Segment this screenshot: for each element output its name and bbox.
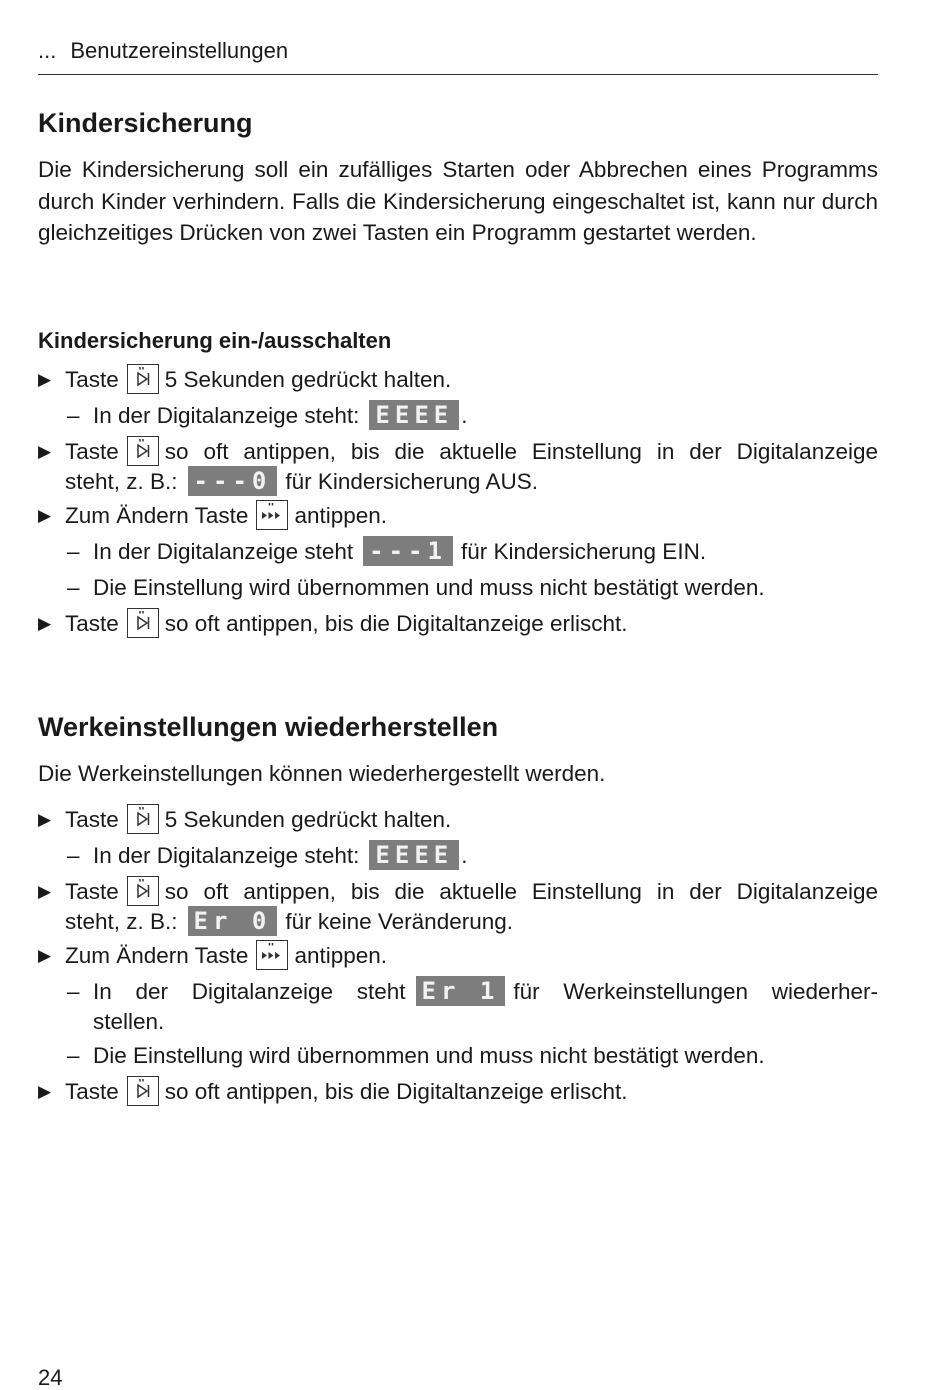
start-skip-icon xyxy=(127,876,159,906)
sub-item xyxy=(38,1038,878,1074)
digital-display: Er 1 xyxy=(416,976,506,1006)
sub-item xyxy=(38,838,878,874)
step-text: 5 Sekunden gedrückt halten. xyxy=(164,367,452,392)
sub-text: . xyxy=(461,843,468,868)
sub-item xyxy=(38,974,878,1010)
step-item xyxy=(38,362,878,398)
step-text: Taste xyxy=(65,879,119,904)
sub-text: In der Digitalanzeige steht xyxy=(93,539,354,565)
step-text: Taste xyxy=(65,611,119,637)
step-text: für Kindersicherung AUS. xyxy=(285,469,538,494)
sub-text: Die Einstellung wird übernommen und muss nicht bestätigt werden. xyxy=(93,1043,765,1069)
step-item xyxy=(38,938,878,974)
step-text: für keine Veränderung. xyxy=(285,909,514,934)
section-intro-werkeinstellungen: Die Werkeinstellungen können wiederhergestellt werden. xyxy=(38,761,606,786)
dash-marker: – xyxy=(67,575,80,601)
step-arrow-icon: ▶ xyxy=(38,442,52,461)
section-title-kindersicherung: Kindersicherung xyxy=(38,108,253,138)
dash-marker: – xyxy=(67,843,80,868)
start-skip-icon xyxy=(127,364,159,394)
step-item xyxy=(38,498,878,534)
header-ellipsis: ... xyxy=(38,38,57,63)
sub-text: In der Digitalanzeige steht: xyxy=(93,843,360,868)
section-intro-kindersicherung: Die Kindersicherung soll ein zufälliges Starten oder Abbrechen eines Programms durch Kinder verhindern. Falls die Kindersicherung eingeschaltet ist, kann nur durch gleichzeitiges Drücken von zwei Tasten ein Programm gestartet werden. xyxy=(38,157,878,245)
start-skip-icon xyxy=(127,608,159,638)
step-text: Taste xyxy=(65,367,119,392)
start-skip-icon xyxy=(127,436,159,466)
sub-text: für Werkeinstellungen wiederher- xyxy=(513,979,879,1005)
sub-item xyxy=(38,534,878,570)
digital-display: ---0 xyxy=(188,466,278,496)
instruction-list-werkeinstellungen xyxy=(38,802,878,1110)
step-text: Taste xyxy=(65,1079,119,1105)
step-text: antippen. xyxy=(294,503,388,529)
instruction-list-kindersicherung xyxy=(38,362,878,642)
dash-marker: – xyxy=(67,403,80,428)
step-text: so oft antippen, bis die aktuelle Einstellung in der Digitalanzeige xyxy=(164,879,878,904)
step-text: so oft antippen, bis die aktuelle Einstellung in der Digitalanzeige xyxy=(164,439,878,464)
step-arrow-icon: ▶ xyxy=(38,882,52,901)
step-item xyxy=(38,802,878,838)
fast-forward-icon xyxy=(256,500,288,530)
step-text: so oft antippen, bis die Digitaltanzeige erlischt. xyxy=(164,1079,628,1105)
sub-item xyxy=(38,398,878,434)
sub-text: . xyxy=(461,403,468,428)
step-text: Taste xyxy=(65,439,119,464)
header-section-title: Benutzereinstellungen xyxy=(70,38,289,63)
dash-marker: – xyxy=(67,979,80,1005)
running-header xyxy=(38,37,878,75)
step-arrow-icon: ▶ xyxy=(38,506,52,526)
step-continuation xyxy=(38,466,878,498)
sub-continuation xyxy=(38,1006,878,1038)
step-text: 5 Sekunden gedrückt halten. xyxy=(164,807,452,832)
dash-marker: – xyxy=(67,1043,80,1069)
step-arrow-icon: ▶ xyxy=(38,946,52,966)
step-item xyxy=(38,1074,878,1110)
digital-display: EEEE xyxy=(369,400,459,430)
sub-item xyxy=(38,570,878,606)
step-item xyxy=(38,434,878,470)
step-arrow-icon: ▶ xyxy=(38,1082,52,1102)
step-continuation xyxy=(38,906,878,938)
page-number: 24 xyxy=(38,1365,63,1390)
sub-text: In der Digitalanzeige steht xyxy=(93,979,406,1005)
step-text: so oft antippen, bis die Digitaltanzeige erlischt. xyxy=(164,611,628,637)
step-text: antippen. xyxy=(294,943,388,969)
start-skip-icon xyxy=(127,804,159,834)
sub-text: In der Digitalanzeige steht: xyxy=(93,403,360,428)
step-arrow-icon: ▶ xyxy=(38,614,52,634)
step-arrow-icon: ▶ xyxy=(38,370,52,389)
fast-forward-icon xyxy=(256,940,288,970)
digital-display: Er 0 xyxy=(188,906,278,936)
step-text: Zum Ändern Taste xyxy=(65,943,249,969)
step-text: Zum Ändern Taste xyxy=(65,503,249,529)
sub-text: stellen. xyxy=(93,1009,165,1035)
digital-display: ---1 xyxy=(363,536,453,566)
step-text: Taste xyxy=(65,807,119,832)
start-skip-icon xyxy=(127,1076,159,1106)
step-item xyxy=(38,874,878,910)
digital-display: EEEE xyxy=(369,840,459,870)
sub-text: Die Einstellung wird übernommen und muss nicht bestätigt werden. xyxy=(93,575,765,601)
subsection-title: Kindersicherung ein-/ausschalten xyxy=(38,328,392,353)
section-title-werkeinstellungen: Werkeinstellungen wiederherstellen xyxy=(38,712,499,742)
step-text: steht, z. B.: xyxy=(65,469,178,494)
step-arrow-icon: ▶ xyxy=(38,810,52,829)
sub-text: für Kindersicherung EIN. xyxy=(460,539,707,565)
dash-marker: – xyxy=(67,539,80,565)
step-text: steht, z. B.: xyxy=(65,909,178,934)
step-item xyxy=(38,606,878,642)
